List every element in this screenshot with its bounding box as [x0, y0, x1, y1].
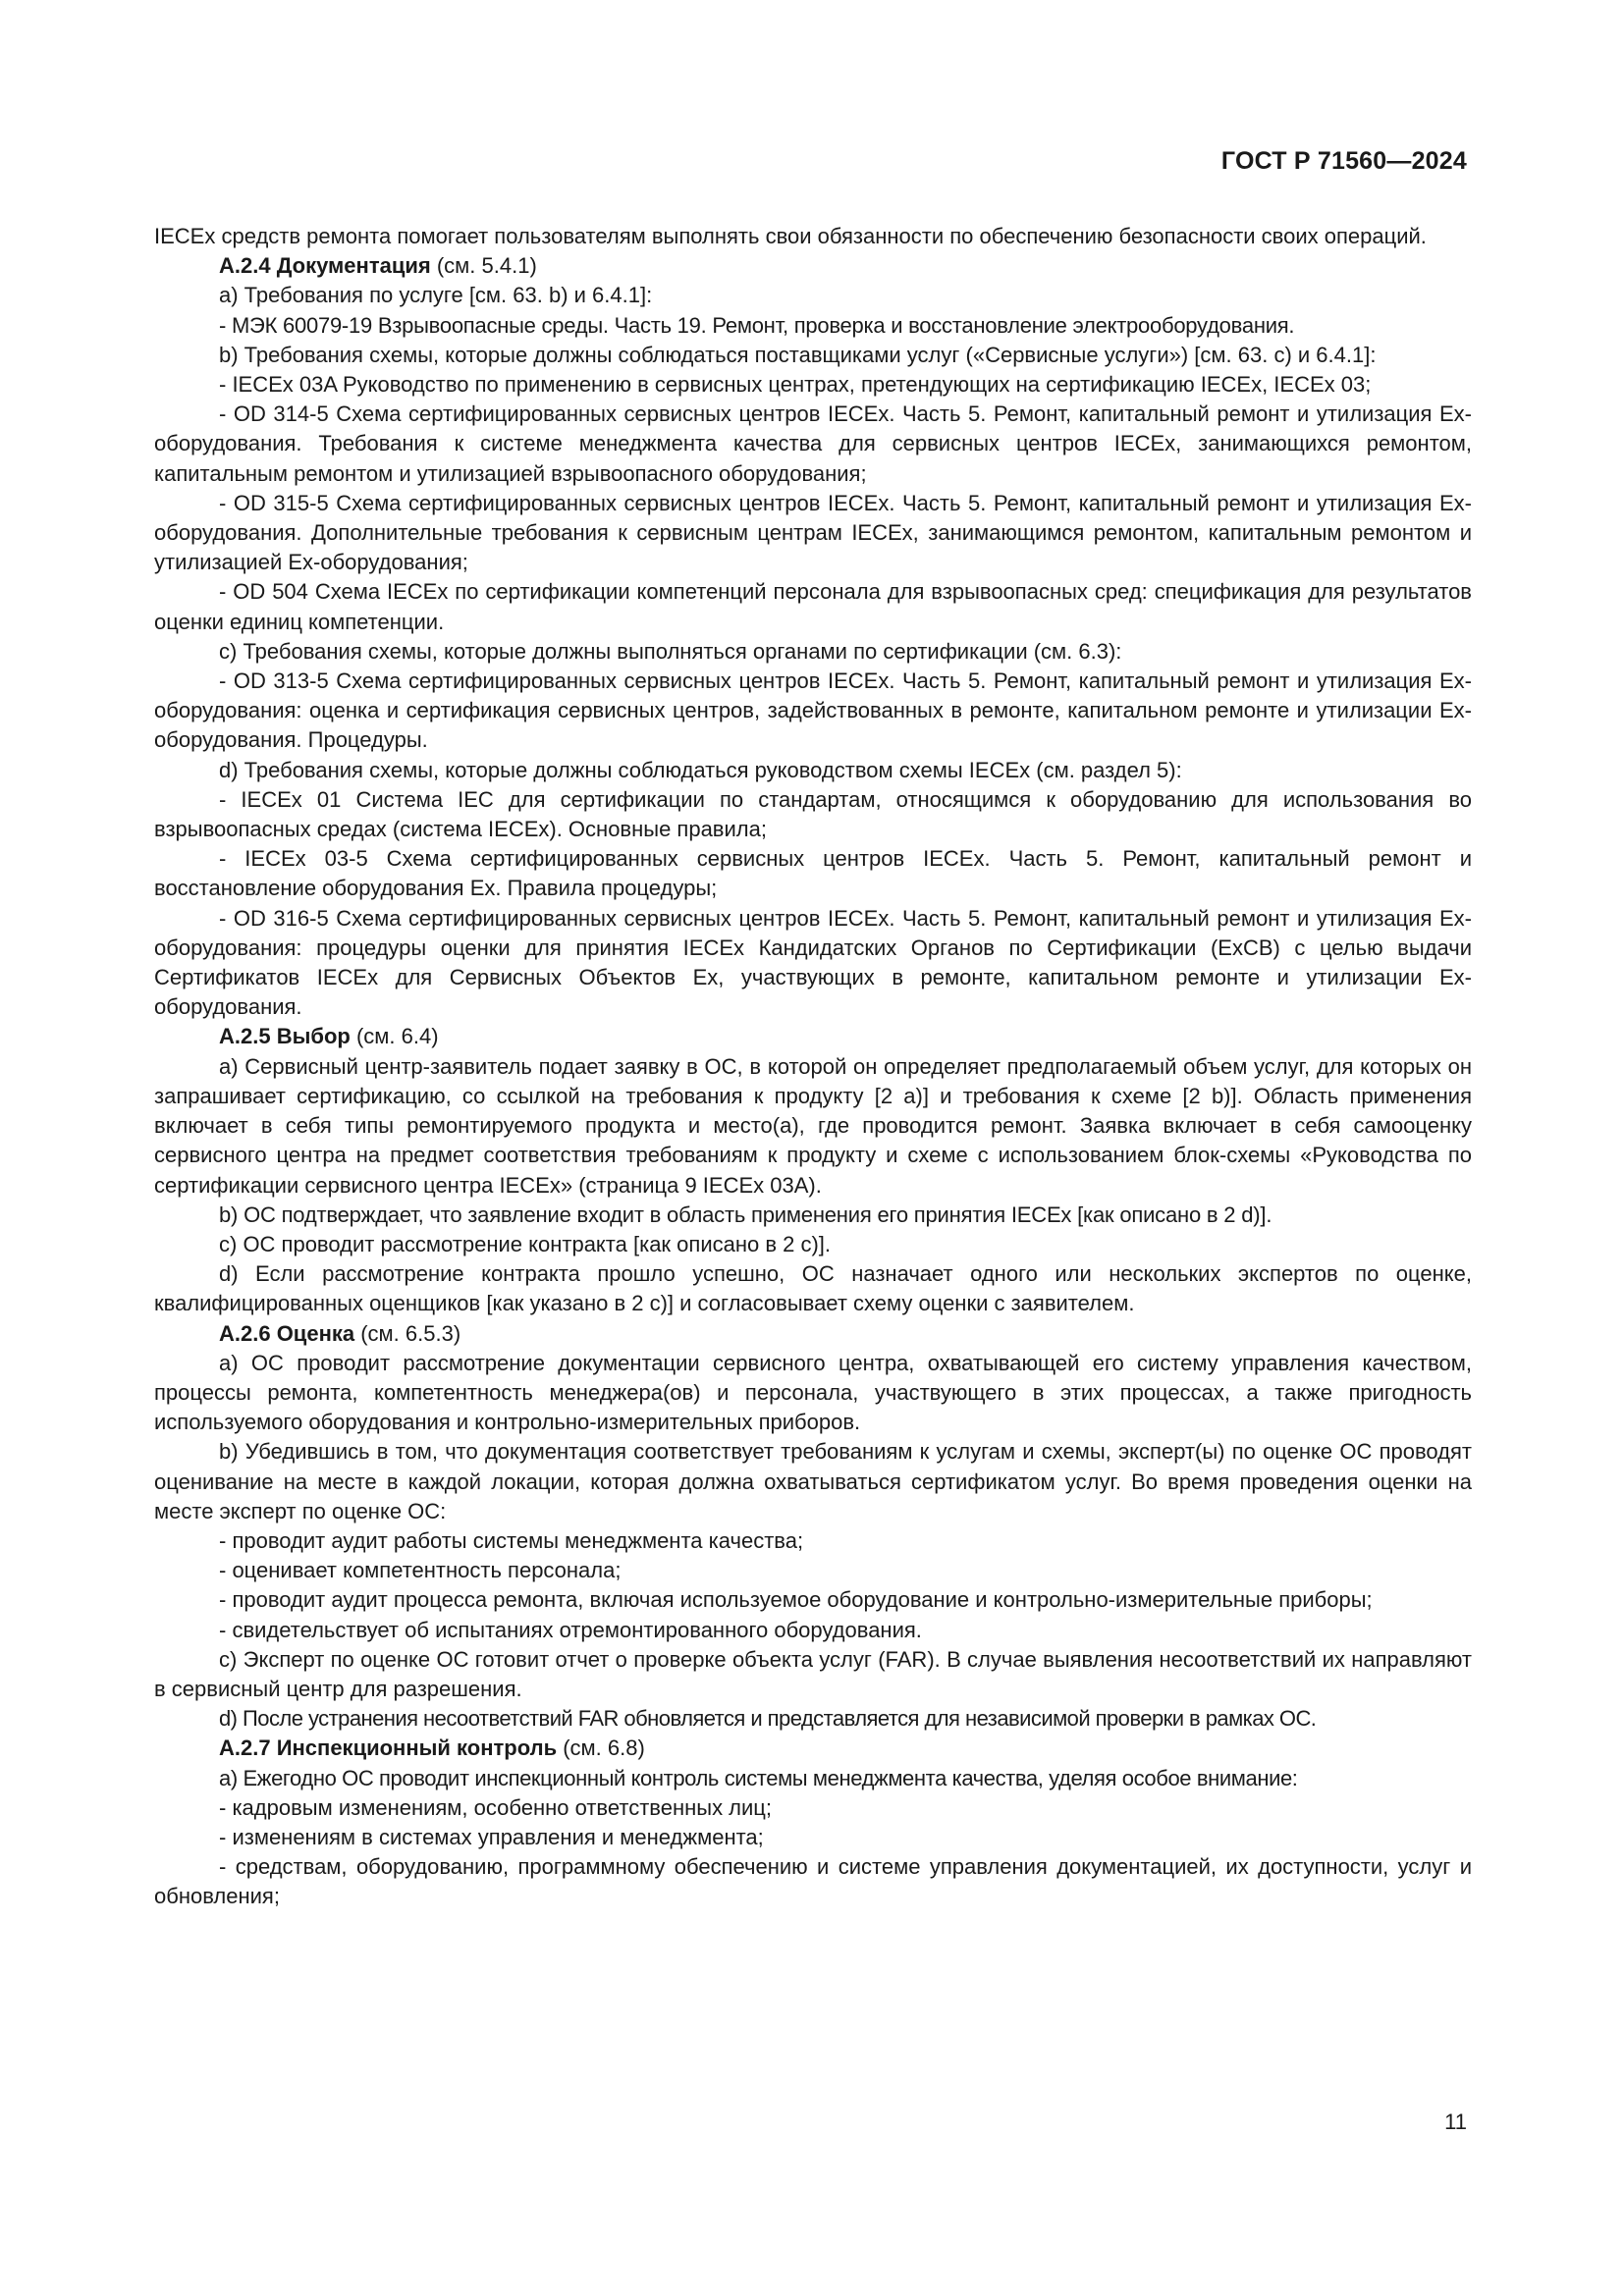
list-item: - OD 314-5 Схема сертифицированных сервисных центров IECEx. Часть 5. Ремонт, капитальный ремонт и утилизация Ex-оборудования. Требования к системе менеджмента качества для сервисных центров IECEx, занимающихся ремонтом, капитальным ремонтом и утилизацией взрывоопасного оборудования;	[154, 401, 1472, 486]
standard-header: ГОСТ Р 71560—2024	[1220, 147, 1467, 175]
list-item: - изменениям в системах управления и менеджмента;	[219, 1824, 764, 1849]
list-item: - OD 313-5 Схема сертифицированных сервисных центров IECEx. Часть 5. Ремонт, капитальный ремонт и утилизация Ex-оборудования: оценка и сертификация сервисных центров, задействованных в ремонте, капитальном ремонте и утилизации Ex-оборудования. Процедуры.	[154, 668, 1472, 753]
list-item: - OD 315-5 Схема сертифицированных сервисных центров IECEx. Часть 5. Ремонт, капитальный ремонт и утилизация Ex-оборудования. Дополнительные требования к сервисным центрам IECEx, занимающимся ремонтом, капитальным ремонтом и утилизацией Ex-оборудования;	[154, 490, 1472, 575]
paragraph: a) Ежегодно ОС проводит инспекционный контроль системы менеджмента качества, уделяя особое внимание:	[219, 1765, 1298, 1790]
list-item: - OD 504 Схема IECEx по сертификации компетенций персонала для взрывоопасных сред: спецификация для результатов оценки единиц компетенции.	[154, 579, 1472, 634]
list-item: - средствам, оборудованию, программному обеспечению и системе управления документацией, их доступности, услуг и обновления;	[154, 1854, 1472, 1909]
section-title: А.2.7 Инспекционный контроль	[219, 1735, 558, 1761]
section-heading: А.2.5 Выбор (см. 6.4)	[219, 1024, 439, 1049]
paragraph: d) После устранения несоответствий FAR обновляется и представляется для независимой проверки в рамках ОС.	[219, 1706, 1317, 1732]
list-item: - IECEx 01 Система IEC для сертификации по стандартам, относящимся к оборудованию для использования во взрывоопасных средах (система IECEx). Основные правила;	[154, 786, 1472, 842]
paragraph: c) Требования схемы, которые должны выполняться органами по сертификации (см. 6.3):	[219, 638, 1122, 664]
paragraph: d) Требования схемы, которые должны соблюдаться руководством схемы IECEx (см. раздел 5):	[219, 757, 1182, 782]
paragraph: a) Требования по услуге [см. 63. b) и 6.4.1]:	[219, 283, 653, 308]
section-title: А.2.5 Выбор	[219, 1024, 351, 1049]
section-heading: А.2.6 Оценка (см. 6.5.3)	[219, 1320, 461, 1346]
list-item: - кадровым изменениям, особенно ответственных лиц;	[219, 1794, 773, 1820]
document-body	[154, 222, 1472, 1912]
paragraph: c) ОС проводит рассмотрение контракта [как описано в 2 c)].	[219, 1231, 832, 1256]
paragraph: IECEx средств ремонта помогает пользователям выполнять свои обязанности по обеспечению безопасности своих операций.	[154, 224, 1427, 248]
list-item: - IECEx 03-5 Схема сертифицированных сервисных центров IECEx. Часть 5. Ремонт, капитальный ремонт и восстановление оборудования Ex. Правила процедуры;	[154, 846, 1472, 901]
section-heading: А.2.7 Инспекционный контроль (см. 6.8)	[219, 1735, 645, 1761]
list-item: - OD 316-5 Схема сертифицированных сервисных центров IECEx. Часть 5. Ремонт, капитальный ремонт и утилизация Ex-оборудования: процедуры оценки для принятия IECEx Кандидатских Органов по Сертификации (ExCB) с целью выдачи Сертификатов IECEx для Сервисных Объектов Ex, участвующих в ремонте, капитальном ремонте и утилизации Ex-оборудования.	[154, 905, 1472, 1020]
list-item: - проводит аудит процесса ремонта, включая используемое оборудование и контрольно-измерительные приборы;	[219, 1587, 1373, 1613]
paragraph: b) ОС подтверждает, что заявление входит в область применения его принятия IECEx [как описано в 2 d)].	[219, 1201, 1272, 1227]
section-title: А.2.4 Документация	[219, 253, 431, 279]
paragraph: b) Убедившись в том, что документация соответствует требованиям к услугам и схемы, эксперт(ы) по оценке ОС проводят оценивание на месте в каждой локации, которая должна охватываться сертификатом услуг. Во время проведения оценки на месте эксперт по оценке ОС:	[154, 1439, 1472, 1523]
section-heading: А.2.4 Документация (см. 5.4.1)	[219, 253, 537, 279]
paragraph: b) Требования схемы, которые должны соблюдаться поставщиками услуг («Сервисные услуги») [см. 63. c) и 6.4.1]:	[219, 342, 1377, 367]
list-item: - проводит аудит работы системы менеджмента качества;	[219, 1527, 804, 1553]
paragraph: c) Эксперт по оценке ОС готовит отчет о проверке объекта услуг (FAR). В случае выявления несоответствий их направляют в сервисный центр для разрешения.	[154, 1646, 1472, 1701]
list-item: - оценивает компетентность персонала;	[219, 1558, 622, 1583]
paragraph: a) ОС проводит рассмотрение документации сервисного центра, охватывающей его систему управления качеством, процессы ремонта, компетентность менеджера(ов) и персонала, участвующего в этих процессах, а также пригодность используемого оборудования и контрольно-измерительных приборов.	[154, 1350, 1472, 1435]
list-item: - свидетельствует об испытаниях отремонтированного оборудования.	[219, 1617, 922, 1642]
section-title: А.2.6 Оценка	[219, 1320, 355, 1346]
page-number: 11	[1444, 2109, 1467, 2134]
paragraph: d) Если рассмотрение контракта прошло успешно, ОС назначает одного или нескольких экспертов по оценке, квалифицированных оценщиков [как указано в 2 c)] и согласовывает схему оценки с заявителем.	[154, 1261, 1472, 1316]
paragraph: a) Сервисный центр-заявитель подает заявку в ОС, в которой он определяет предполагаемый объем услуг, для которых он запрашивает сертификацию, со ссылкой на требования к продукту [2 a)] и требования к схеме [2 b)]. Область применения включает в себя типы ремонтируемого продукта и место(а), где проводится ремонт. Заявка включает в себя самооценку сервисного центра на предмет соответствия требованиям к продукту и схеме с использованием блок-схемы «Руководства по сертификации сервисного центра IECEx» (страница 9 IECEx 03A).	[154, 1053, 1472, 1198]
list-item: - IECEx 03A Руководство по применению в сервисных центрах, претендующих на сертификацию IECEx, IECEx 03;	[219, 372, 1372, 398]
list-item: - МЭК 60079-19 Взрывоопасные среды. Часть 19. Ремонт, проверка и восстановление электрооборудования.	[219, 312, 1295, 338]
